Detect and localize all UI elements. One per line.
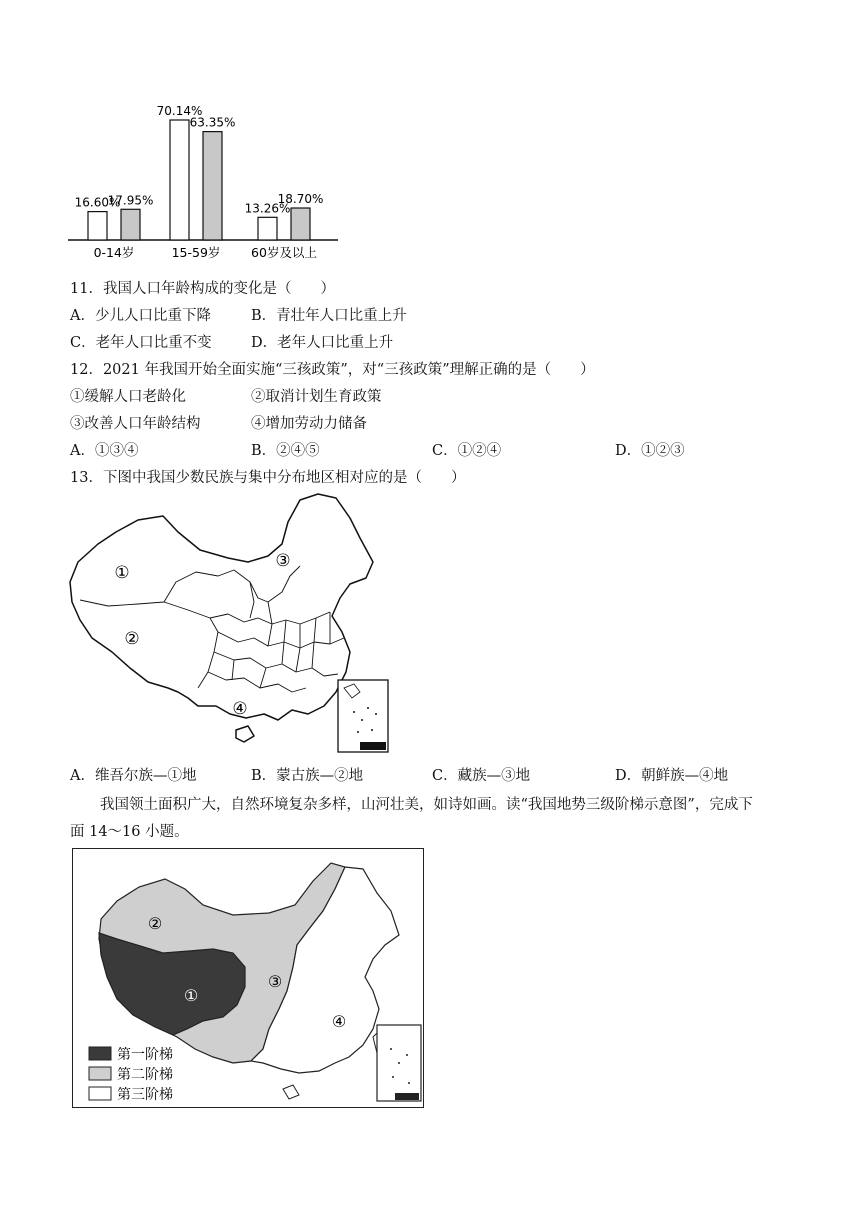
terrain-label-3: ③ [267,972,283,991]
q12-option-a[interactable]: A．①③④ [70,443,139,459]
legend-label-third: 第三阶梯 [117,1087,173,1103]
china-outline [70,494,373,720]
q11-option-c[interactable]: C．老年人口比重不变 [70,335,212,351]
q11-option-a[interactable]: A．少儿人口比重下降 [70,308,211,324]
q11-option-b[interactable]: B．青壮年人口比重上升 [251,308,407,324]
q12-statement-1: ①缓解人口老龄化 [70,389,186,405]
terrain-label-2: ② [147,914,163,933]
q12-statement-3: ③改善人口年龄结构 [70,416,201,432]
category-label-0: 0-14岁 [93,245,135,260]
q12-option-d[interactable]: D．①②③ [615,443,685,459]
legend-swatch-first [89,1047,111,1060]
bar-2-series-0 [258,217,277,240]
legend-swatch-second [89,1067,111,1080]
map-label-1: ① [114,563,130,583]
map-label-3: ③ [275,551,291,571]
q12-stem: 12．2021 年我国开始全面实施“三孩政策”，对“三孩政策”理解正确的是（ ） [70,362,595,378]
q13-stem: 13．下图中我国少数民族与集中分布地区相对应的是（ ） [70,470,466,486]
bar-value-label-2-1: 18.70% [277,192,324,207]
bar-1-series-1 [203,132,222,240]
terrain-label-4: ④ [331,1012,347,1031]
bar-0-series-0 [88,212,107,240]
q13-option-b[interactable]: B．蒙古族—②地 [251,768,364,784]
legend-label-first: 第一阶梯 [117,1047,173,1063]
q12-option-c[interactable]: C．①②④ [432,443,502,459]
q11-option-d[interactable]: D．老年人口比重上升 [251,335,394,351]
map-label-2: ② [124,629,140,649]
q12-option-b[interactable]: B．②④⑤ [251,443,320,459]
category-label-2: 60岁及以上 [251,245,317,260]
legend-label-second: 第二阶梯 [117,1067,173,1083]
bar-value-label-1-0: 70.14% [156,104,203,118]
terrain-map-frame [72,848,424,1108]
intro-line-2: 面 14～16 小题。 [70,824,189,840]
q11-stem: 11．我国人口年龄构成的变化是（ ） [70,281,335,297]
bar-2-series-1 [291,208,310,240]
q12-statement-4: ④增加劳动力储备 [251,416,367,432]
legend-swatch-third [89,1087,111,1100]
terrain-label-1: ① [183,986,199,1005]
bar-0-series-1 [121,209,140,240]
south-china-sea-inset-2 [377,1025,421,1101]
bar-1-series-0 [170,120,189,240]
q13-option-c[interactable]: C．藏族—③地 [432,768,531,784]
q13-option-a[interactable]: A．维吾尔族—①地 [70,768,197,784]
bar-value-label-0-1: 17.95% [107,193,154,208]
category-label-1: 15-59岁 [171,245,221,260]
south-china-sea-inset [338,680,388,752]
q13-option-d[interactable]: D．朝鲜族—④地 [615,768,729,784]
bar-value-label-1-1: 63.35% [189,115,236,130]
bar-value-label-2-0: 13.26% [244,201,291,216]
bar-value-label-0-0: 16.60% [74,195,121,210]
terrain-steps-map [73,849,423,1107]
minority-distribution-map [68,492,398,760]
population-age-bar-chart [66,100,346,265]
map-label-4: ④ [232,699,248,719]
q12-statement-2: ②取消计划生育政策 [251,389,382,405]
intro-line-1: 我国领土面积广大，自然环境复杂多样，山河壮美，如诗如画。读“我国地势三级阶梯示意图”，完成下 [100,797,753,813]
